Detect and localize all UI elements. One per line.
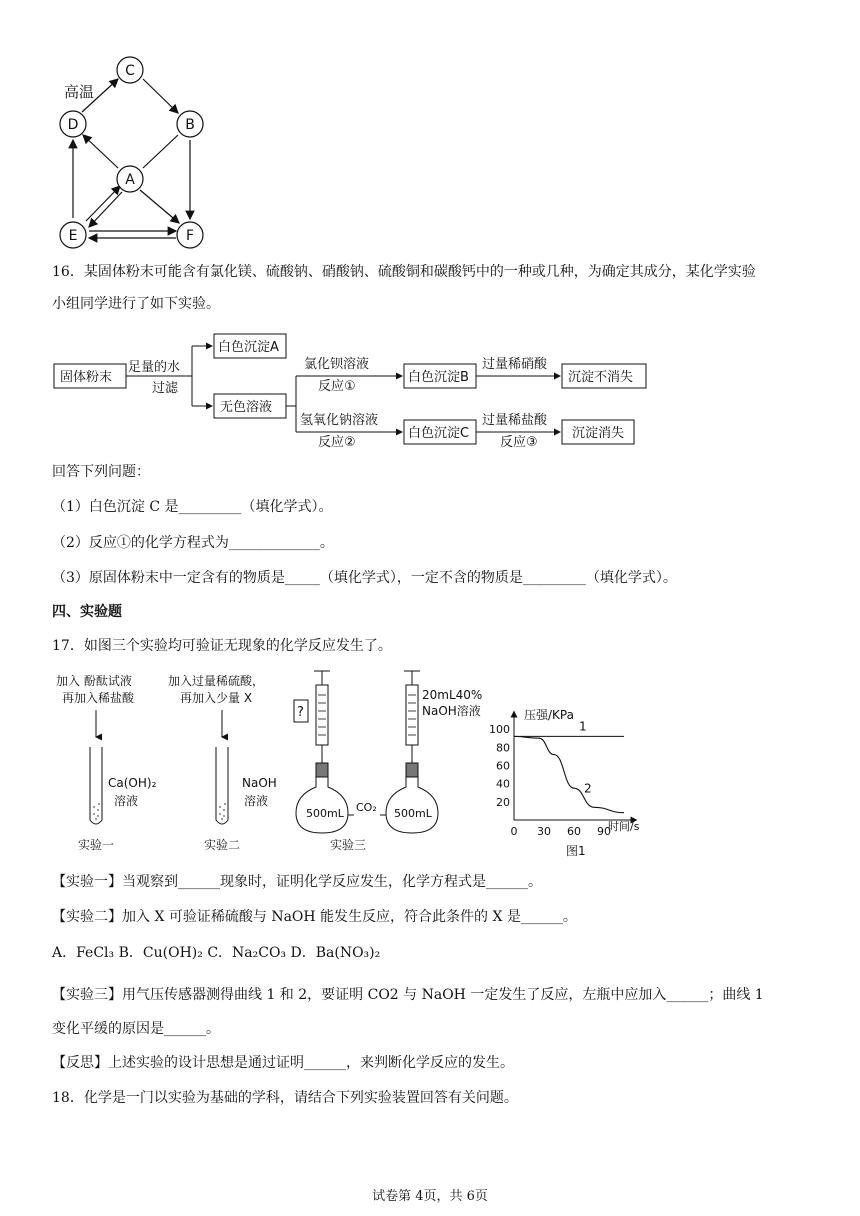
svg-text:溶液: 溶液 bbox=[114, 794, 139, 808]
chart-xtick: 90 bbox=[597, 825, 611, 838]
chart-ytick: 60 bbox=[496, 759, 510, 773]
chart-ytick: 80 bbox=[496, 741, 510, 755]
svg-text:F: F bbox=[185, 228, 195, 244]
pressure-chart bbox=[480, 695, 650, 865]
chart-ylabel: 压强/KPa bbox=[524, 708, 574, 722]
svg-text:实验二: 实验二 bbox=[204, 838, 241, 852]
q16-answer-prompt: 回答下列问题： bbox=[52, 464, 150, 480]
q18-stem: 18．化学是一门以实验为基础的学科，请结合下列实验装置回答有关问题。 bbox=[52, 1090, 518, 1106]
chart-series-label: 1 bbox=[579, 719, 587, 734]
page-footer: 试卷第 4页，共 6页 bbox=[372, 1189, 488, 1204]
svg-text:加入过量稀硫酸，: 加入过量稀硫酸， bbox=[168, 674, 265, 688]
svg-text:过量稀硝酸: 过量稀硝酸 bbox=[482, 357, 548, 372]
q17-exp3-text1: 【实验三】用气压传感器测得曲线 1 和 2，要证明 CO2 与 NaOH 一定发生了反应，左瓶中应加入______；曲线 1 bbox=[52, 987, 764, 1003]
svg-text:过量稀盐酸: 过量稀盐酸 bbox=[482, 413, 548, 428]
svg-text:无色溶液: 无色溶液 bbox=[220, 400, 273, 415]
q16-line2: 小组同学进行了如下实验。 bbox=[52, 296, 220, 312]
svg-text:A: A bbox=[125, 172, 135, 188]
svg-text:NaOH溶液: NaOH溶液 bbox=[422, 704, 481, 718]
chart-series-2 bbox=[514, 736, 624, 812]
chart-xtick: 0 bbox=[510, 825, 518, 838]
option-c: C．Na₂CO₃ bbox=[207, 945, 287, 961]
q17-exp3-text2: 变化平缓的原因是______。 bbox=[52, 1021, 220, 1037]
svg-text:白色沉淀C: 白色沉淀C bbox=[408, 426, 470, 441]
chart-xlabel: 时间/s bbox=[608, 820, 640, 833]
q16-sub3: （3）原固体粉末中一定含有的物质是_____（填化学式），一定不含的物质是_________（填化学式）。 bbox=[52, 570, 677, 586]
q17-stem: 17．如图三个实验均可验证无现象的化学反应发生了。 bbox=[52, 638, 392, 654]
svg-text:实验三: 实验三 bbox=[330, 838, 367, 852]
svg-text:?: ? bbox=[297, 705, 304, 720]
svg-text:加入 酚酞试液: 加入 酚酞试液 bbox=[56, 674, 132, 688]
q17-reflect: 【反思】上述实验的设计思想是通过证明______，来判断化学反应的发生。 bbox=[52, 1055, 514, 1071]
svg-text:反应③: 反应③ bbox=[500, 435, 538, 448]
svg-text:C: C bbox=[125, 63, 135, 79]
svg-text:D: D bbox=[67, 117, 79, 133]
svg-text:再加入少量 X: 再加入少量 X bbox=[180, 691, 253, 705]
q17-exp2-text: 【实验二】加入 X 可验证稀硫酸与 NaOH 能发生反应，符合此条件的 X 是______。 bbox=[52, 909, 577, 925]
svg-text:Ca(OH)₂: Ca(OH)₂ bbox=[108, 776, 157, 790]
q17-options bbox=[52, 943, 380, 963]
svg-text:CO₂: CO₂ bbox=[356, 801, 377, 814]
svg-text:B: B bbox=[185, 117, 195, 133]
svg-text:E: E bbox=[68, 228, 78, 244]
svg-text:NaOH: NaOH bbox=[242, 776, 277, 790]
q17-exp1-text: 【实验一】当观察到______现象时，证明化学反应发生，化学方程式是______。 bbox=[52, 874, 542, 890]
svg-text:实验一: 实验一 bbox=[78, 838, 115, 852]
option-d: D．Ba(NO₃)₂ bbox=[290, 945, 381, 961]
svg-text:溶液: 溶液 bbox=[244, 794, 269, 808]
q16-sub2: （2）反应①的化学方程式为_____________。 bbox=[52, 535, 334, 551]
q16-line1: 16．某固体粉末可能含有氯化镁、硫酸钠、硝酸钠、硫酸铜和碳酸钙中的一种或几种，为确定其成分，某化学实验 bbox=[52, 264, 756, 280]
chart-ytick: 20 bbox=[496, 795, 510, 809]
svg-text:500mL: 500mL bbox=[306, 807, 344, 820]
option-a: A．FeCl₃ bbox=[52, 945, 115, 961]
svg-text:过滤: 过滤 bbox=[152, 381, 179, 396]
svg-text:氢氧化钠溶液: 氢氧化钠溶液 bbox=[300, 413, 379, 428]
q16-flowchart bbox=[52, 328, 652, 448]
q16-sub1: （1）白色沉淀 C 是_________（填化学式）。 bbox=[52, 499, 333, 515]
relation-diagram bbox=[50, 55, 230, 255]
high-temp-label: 高温 bbox=[64, 83, 95, 101]
chart-ytick: 100 bbox=[489, 723, 510, 737]
svg-text:反应①: 反应① bbox=[318, 379, 356, 394]
svg-text:白色沉淀A: 白色沉淀A bbox=[218, 340, 279, 355]
section-title: 四、实验题 bbox=[52, 604, 122, 620]
option-b: B．Cu(OH)₂ bbox=[118, 945, 203, 961]
svg-text:白色沉淀B: 白色沉淀B bbox=[408, 370, 469, 385]
svg-text:反应②: 反应② bbox=[318, 435, 356, 448]
chart-series-label: 2 bbox=[584, 781, 592, 796]
svg-text:沉淀不消失: 沉淀不消失 bbox=[568, 370, 634, 385]
svg-text:20mL40%: 20mL40% bbox=[422, 688, 483, 702]
svg-text:固体粉末: 固体粉末 bbox=[60, 370, 113, 385]
svg-text:再加入稀盐酸: 再加入稀盐酸 bbox=[62, 691, 135, 705]
chart-xtick: 30 bbox=[537, 825, 551, 838]
svg-text:足量的水: 足量的水 bbox=[128, 360, 181, 375]
svg-text:500mL: 500mL bbox=[394, 807, 432, 820]
chart-caption: 图1 bbox=[566, 844, 586, 858]
chart-xtick: 60 bbox=[567, 825, 581, 838]
svg-text:沉淀消失: 沉淀消失 bbox=[572, 426, 625, 441]
svg-text:氯化钡溶液: 氯化钡溶液 bbox=[304, 357, 370, 372]
chart-ytick: 40 bbox=[496, 777, 510, 791]
